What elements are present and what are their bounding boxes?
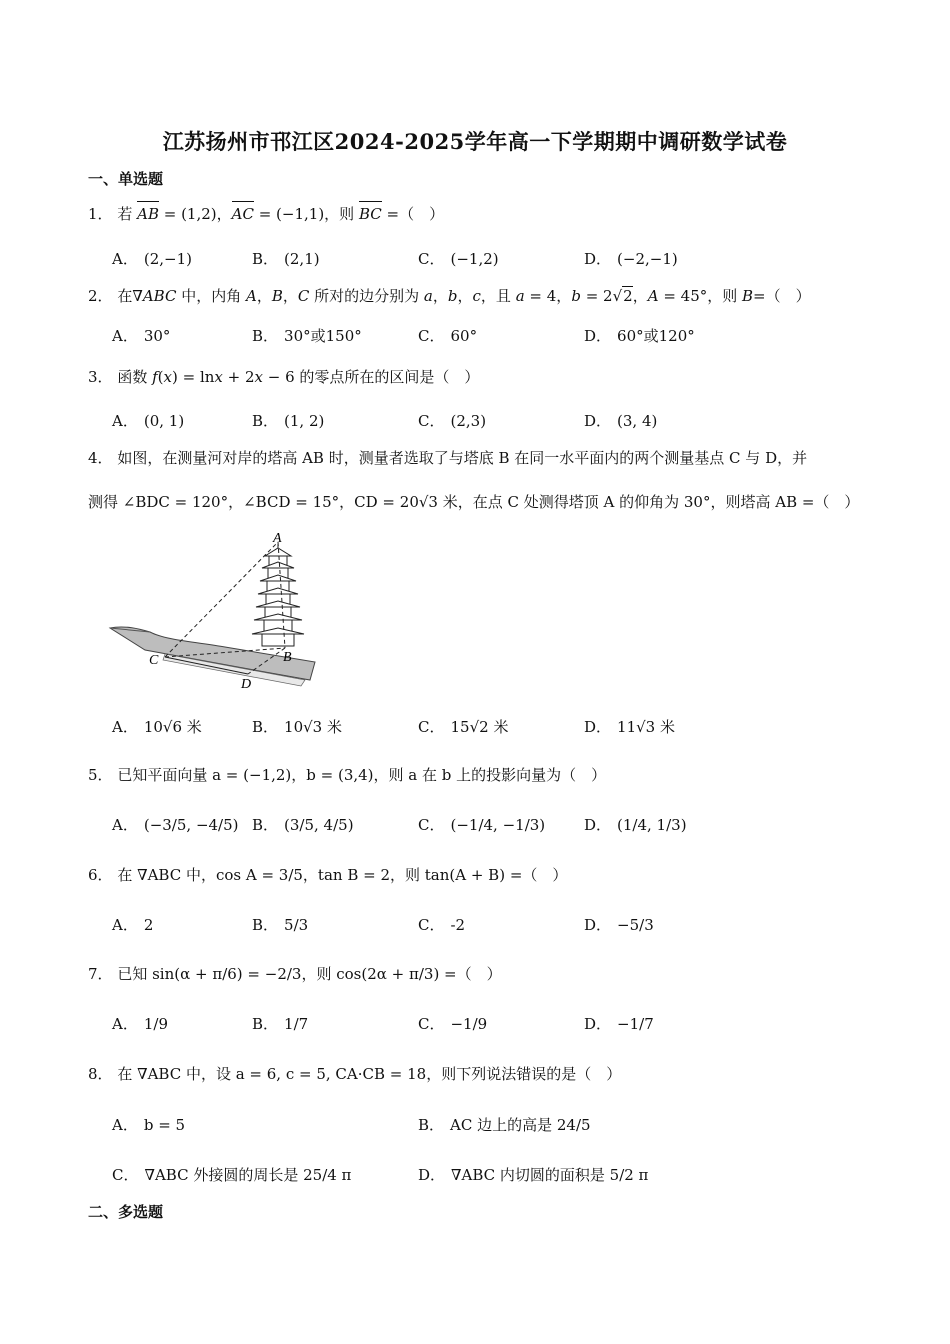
- question-1: [88, 203, 444, 225]
- option-c: C． -2: [418, 916, 466, 934]
- question-number: 6．: [88, 866, 113, 884]
- option-d: D． (3, 4): [584, 412, 658, 430]
- option-d: D． −1/7: [584, 1015, 654, 1033]
- option-a: A． 30°: [112, 327, 171, 345]
- option-b: B． 5/3: [252, 916, 309, 934]
- question-8: [88, 1063, 621, 1085]
- question-2: [88, 285, 811, 307]
- option-b: B． AC 边上的高是 24/5: [418, 1116, 591, 1134]
- option-a: A． (−3/5, −4/5): [112, 816, 239, 834]
- question-number: 3．: [88, 368, 113, 386]
- pagoda-icon: [252, 544, 304, 646]
- pagoda-figure: [105, 530, 320, 695]
- option-d: D． −5/3: [584, 916, 654, 934]
- question-stem: 在 ∇ABC 中，cos A = 3/5，tan B = 2，则 tan(A + B) =（ ）: [117, 866, 568, 884]
- option-b: B． (3/5, 4/5): [252, 816, 354, 834]
- question-4: [88, 447, 807, 469]
- label-a: A: [273, 531, 282, 546]
- option-a: A． 1/9: [112, 1015, 168, 1033]
- option-c: C． (2,3): [418, 412, 487, 430]
- label-d: D: [241, 677, 252, 692]
- option-a: A． b = 5: [112, 1116, 186, 1134]
- option-c: C． −1/9: [418, 1015, 488, 1033]
- question-stem: 已知 sin(α + π/6) = −2/3，则 cos(2α + π/3) =（ ）: [117, 965, 502, 983]
- option-a: A． 2: [112, 916, 154, 934]
- question-7: [88, 963, 502, 985]
- question-stem: 在∇ABC 中，内角 A，B，C 所对的边分别为 a，b，c，且 a = 4，b = 2√2，A = 45°，则 B=（ ）: [117, 287, 811, 305]
- section-heading-multi-choice: 二、多选题: [88, 1203, 164, 1221]
- option-d: D． (1/4, 1/3): [584, 816, 687, 834]
- label-b: B: [283, 650, 292, 665]
- page-title: 江苏扬州市邗江区2024-2025学年高一下学期期中调研数学试卷: [162, 129, 788, 154]
- question-number: 4．: [88, 449, 113, 467]
- question-6: [88, 864, 567, 886]
- question-stem: 若 AB = (1,2)，AC = (−1,1)，则 BC =（ ）: [117, 205, 445, 223]
- question-number: 5．: [88, 766, 113, 784]
- label-c: C: [149, 653, 159, 668]
- option-c: C． (−1/4, −1/3): [418, 816, 546, 834]
- option-d: D． 11√3 米: [584, 718, 675, 736]
- option-a: A． 10√6 米: [112, 718, 202, 736]
- question-stem: 已知平面向量 a = (−1,2)，b = (3,4)，则 a 在 b 上的投影向量为（ ）: [117, 766, 607, 784]
- question-stem-line-2: 测得 ∠BDC = 120°，∠BCD = 15°，CD = 20√3 米，在点 C 处测得塔顶 A 的仰角为 30°，则塔高 AB =（ ）: [88, 493, 860, 511]
- option-c: C． 60°: [418, 327, 478, 345]
- option-c: C． ∇ABC 外接圆的周长是 25/4 π: [112, 1166, 352, 1184]
- option-b: B． 10√3 米: [252, 718, 342, 736]
- section-heading-single-choice: 一、单选题: [88, 170, 164, 188]
- option-c: C． (−1,2): [418, 250, 499, 268]
- option-c: C． 15√2 米: [418, 718, 509, 736]
- question-stem-line-1: 如图，在测量河对岸的塔高 AB 时，测量者选取了与塔底 B 在同一水平面内的两个测量基点 C 与 D，并: [117, 449, 808, 467]
- question-3: [88, 366, 479, 388]
- question-number: 1．: [88, 205, 113, 223]
- question-stem: 函数 f(x) = lnx + 2x − 6 的零点所在的区间是（ ）: [117, 368, 480, 386]
- question-number: 2．: [88, 287, 113, 305]
- option-b: B． 30°或150°: [252, 327, 362, 345]
- question-stem: 在 ∇ABC 中，设 a = 6, c = 5, CA·CB = 18，则下列说法错误的是（ ）: [117, 1065, 622, 1083]
- option-d: D． (−2,−1): [584, 250, 678, 268]
- option-b: B． (1, 2): [252, 412, 325, 430]
- option-b: B． (2,1): [252, 250, 320, 268]
- option-a: A． (0, 1): [112, 412, 185, 430]
- option-b: B． 1/7: [252, 1015, 309, 1033]
- option-a: A． (2,−1): [112, 250, 192, 268]
- option-d: D． ∇ABC 内切圆的面积是 5/2 π: [418, 1166, 649, 1184]
- question-number: 7．: [88, 965, 113, 983]
- question-5: [88, 764, 606, 786]
- option-d: D． 60°或120°: [584, 327, 695, 345]
- question-number: 8．: [88, 1065, 113, 1083]
